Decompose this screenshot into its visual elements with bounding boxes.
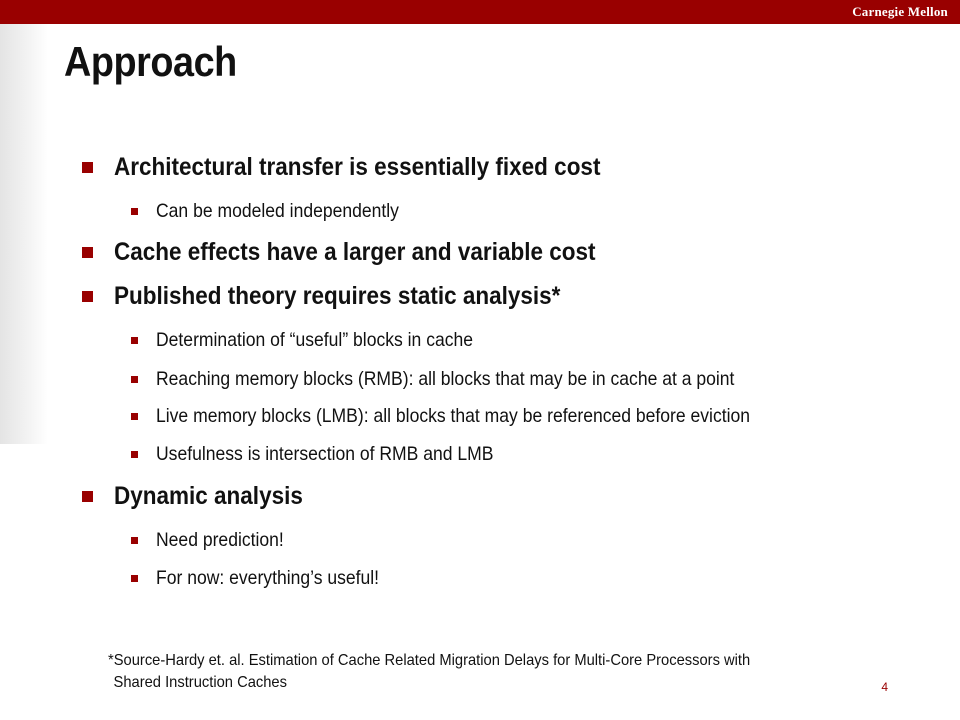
square-bullet-icon xyxy=(82,291,93,302)
sub-bullet-text: Can be modeled independently xyxy=(156,200,399,222)
sub-bullet-item xyxy=(131,567,404,590)
small-square-bullet-icon xyxy=(131,208,138,215)
slide-title: Approach xyxy=(64,38,237,85)
bullet-item xyxy=(82,482,324,511)
bullet-text: Published theory requires static analysis* xyxy=(114,282,561,310)
sub-bullet-text: Determination of “useful” blocks in cache xyxy=(156,329,474,351)
sub-bullet-item xyxy=(131,405,816,428)
sub-bullet-text: Live memory blocks (LMB): all blocks that may be referenced before eviction xyxy=(156,405,751,427)
bullet-item xyxy=(82,153,655,182)
sub-bullet-item xyxy=(131,368,799,391)
sub-bullet-text: For now: everything’s useful! xyxy=(156,567,380,589)
sub-bullet-text: Need prediction! xyxy=(156,529,284,551)
sub-bullet-text: Reaching memory blocks (RMB): all blocks that may be in cache at a point xyxy=(156,368,735,390)
small-square-bullet-icon xyxy=(131,337,138,344)
brand-logo-text: Carnegie Mellon xyxy=(852,4,948,19)
source-footnote xyxy=(108,650,888,694)
left-gradient-decoration xyxy=(0,24,48,444)
bullet-item xyxy=(82,282,610,311)
square-bullet-icon xyxy=(82,491,93,502)
square-bullet-icon xyxy=(82,247,93,258)
bullet-text: Architectural transfer is essentially fixed cost xyxy=(114,153,601,181)
sub-bullet-item xyxy=(131,200,426,223)
sub-bullet-item xyxy=(131,529,298,552)
bullet-item xyxy=(82,238,649,267)
square-bullet-icon xyxy=(82,162,93,173)
small-square-bullet-icon xyxy=(131,413,138,420)
small-square-bullet-icon xyxy=(131,575,138,582)
small-square-bullet-icon xyxy=(131,451,138,458)
small-square-bullet-icon xyxy=(131,376,138,383)
sub-bullet-text: Usefulness is intersection of RMB and LMB xyxy=(156,443,494,465)
page-number: 4 xyxy=(881,680,888,694)
bullet-text: Dynamic analysis xyxy=(114,482,303,510)
header-bar xyxy=(0,0,960,24)
bullet-text: Cache effects have a larger and variable cost xyxy=(114,238,596,266)
footnote-line: *Source-Hardy et. al. Estimation of Cache Related Migration Delays for Multi-Core Processors with xyxy=(108,652,751,669)
sub-bullet-item xyxy=(131,443,531,466)
small-square-bullet-icon xyxy=(131,537,138,544)
sub-bullet-item xyxy=(131,329,508,352)
footnote-line: Shared Instruction Caches xyxy=(113,674,287,691)
